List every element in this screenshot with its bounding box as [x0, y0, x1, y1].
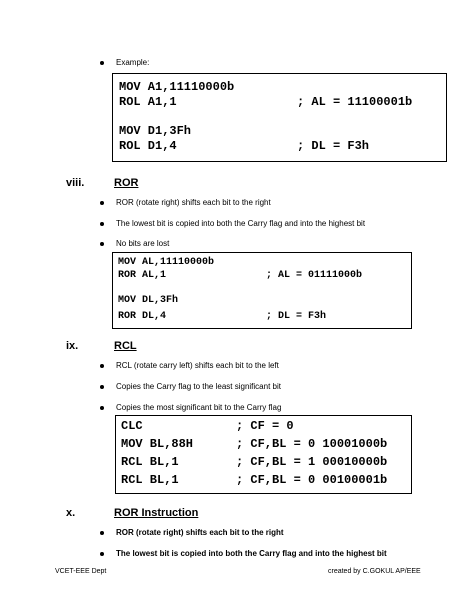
code-comment: ; AL = 11100001b: [297, 95, 413, 109]
code-comment: ; CF = 0: [236, 419, 294, 433]
code-line: [119, 139, 439, 195]
bullet-text: Copies the most significant bit to the Carry flag: [116, 403, 282, 412]
code-line: [118, 311, 408, 355]
section-title-rcl: RCL: [114, 340, 137, 352]
bullet-dot: [100, 61, 104, 65]
bullet-dot: [100, 552, 104, 556]
footer-right: created by C.GOKUL AP/EEE: [328, 568, 421, 575]
code-instruction: MOV BL,88H: [121, 437, 194, 451]
code-box-rol: [112, 73, 447, 162]
section-title-ror-instruction: ROR Instruction: [114, 507, 199, 519]
code-instruction: ROL D1,4: [119, 139, 177, 153]
bullet-dot: [100, 242, 104, 246]
code-box-ror: [112, 252, 412, 329]
bullet-text: The lowest bit is copied into both the Carry flag and into the highest bit: [116, 219, 366, 228]
bullet-text: The lowest bit is copied into both the Carry flag and into the highest bit: [116, 549, 387, 558]
code-instruction: ROR AL,1: [118, 270, 167, 281]
section-number-ror-instruction: x.: [66, 507, 76, 519]
code-instruction: ROR DL,4: [118, 311, 167, 322]
code-line: [118, 270, 408, 314]
section-title-ror: ROR: [114, 177, 139, 189]
code-comment: ; AL = 01111000b: [266, 270, 363, 281]
bullet-dot: [100, 385, 104, 389]
bullet-text: RCL (rotate carry left) shifts each bit to the left: [116, 361, 279, 370]
bullet-dot: [100, 531, 104, 535]
bullet-dot: [100, 406, 104, 410]
code-comment: ; CF,BL = 0 10001000b: [236, 437, 388, 451]
code-instruction: ROL A1,1: [119, 95, 177, 109]
code-instruction: MOV D1,3Fh: [119, 124, 192, 138]
footer-left: VCET-EEE Dept: [55, 568, 107, 575]
code-instruction: MOV AL,11110000b: [118, 257, 215, 268]
code-comment: ; CF,BL = 1 00010000b: [236, 455, 388, 469]
bullet-text: Copies the Carry flag to the least significant bit: [116, 382, 281, 391]
bullet-dot: [100, 364, 104, 368]
code-comment: ; CF,BL = 0 00100001b: [236, 473, 388, 487]
code-instruction: RCL BL,1: [121, 473, 179, 487]
code-comment: ; DL = F3h: [266, 311, 327, 322]
example-label: Example:: [116, 58, 150, 67]
code-comment: ; DL = F3h: [297, 139, 370, 153]
code-box-rcl: [115, 415, 412, 494]
code-line: [121, 473, 409, 529]
bullet-text: No bits are lost: [116, 239, 170, 248]
section-number-rcl: ix.: [66, 340, 79, 352]
bullet-dot: [100, 222, 104, 226]
bullet-text: ROR (rotate right) shifts each bit to the right: [116, 528, 284, 537]
bullet-text: ROR (rotate right) shifts each bit to the right: [116, 198, 271, 207]
code-instruction: MOV A1,11110000b: [119, 80, 235, 94]
section-number-ror: viii.: [66, 177, 85, 189]
code-instruction: CLC: [121, 419, 143, 433]
code-instruction: MOV DL,3Fh: [118, 295, 179, 306]
bullet-dot: [100, 201, 104, 205]
code-instruction: RCL BL,1: [121, 455, 179, 469]
